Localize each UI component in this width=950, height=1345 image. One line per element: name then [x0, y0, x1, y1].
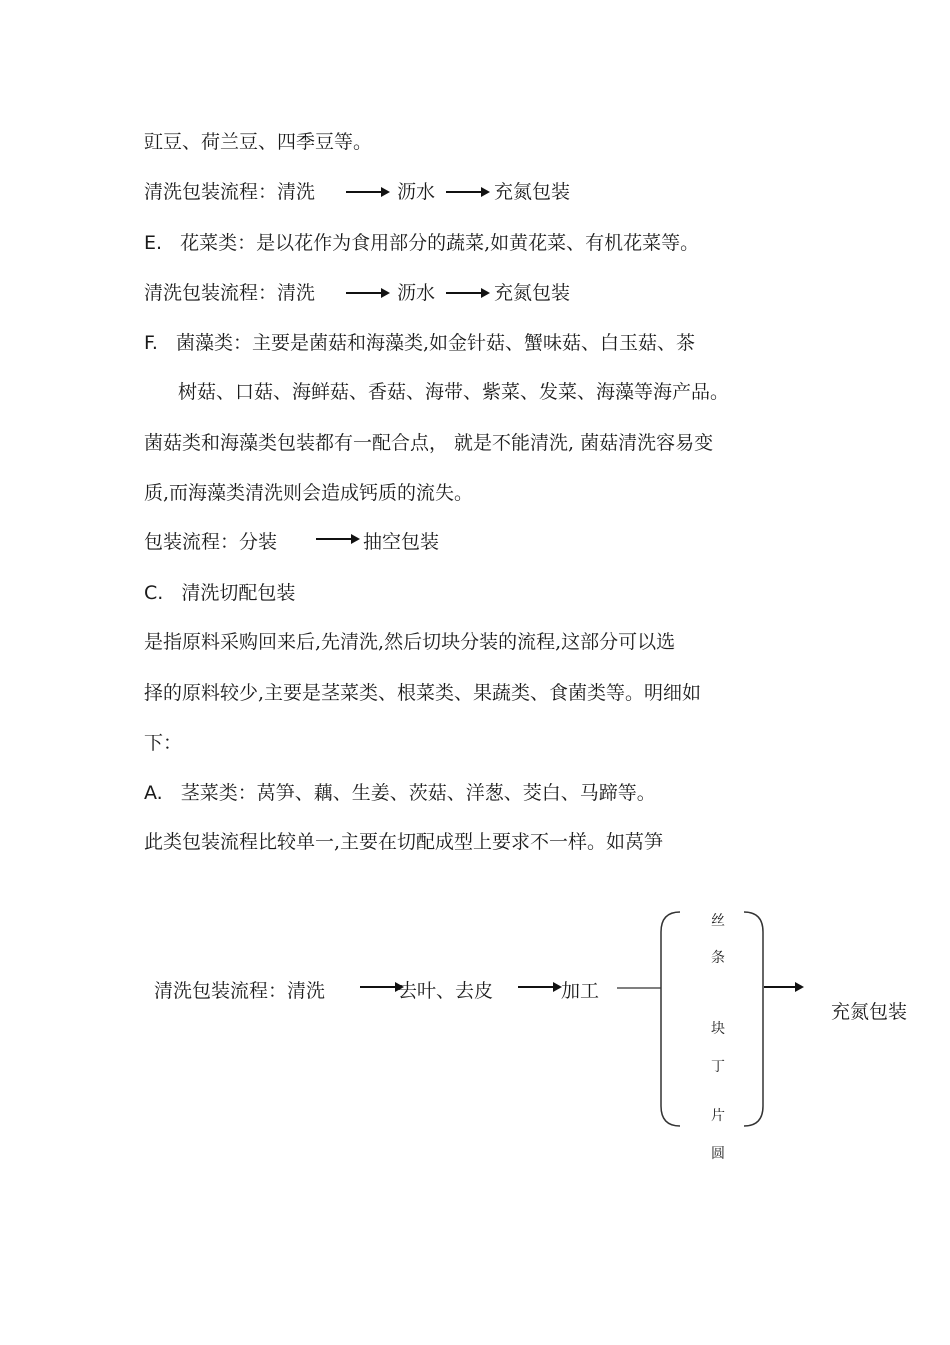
flow1-mid: 沥水	[397, 181, 436, 203]
diagram-step3: 加工	[561, 980, 600, 1002]
section-label: C.	[144, 582, 164, 604]
text-line: 是指原料采购回来后,先清洗,然后切块分装的流程,这部分可以选	[144, 631, 676, 653]
diagram-result: 充氮包装	[831, 1001, 908, 1023]
option-item: 丝	[711, 913, 725, 929]
flow1-start: 清洗包装流程：清洗	[144, 181, 316, 203]
section-label: F.	[144, 332, 158, 354]
flow2-start: 清洗包装流程：清洗	[144, 282, 316, 304]
diagram-step2: 去叶、去皮	[398, 980, 494, 1002]
flow1-end: 充氮包装	[494, 181, 571, 203]
right-brace	[744, 912, 763, 1126]
text-line: 择的原料较少,主要是茎菜类、根菜类、果蔬类、食菌类等。明细如	[144, 682, 702, 704]
flow3-end: 抽空包装	[363, 531, 440, 553]
option-item: 圆	[711, 1146, 725, 1162]
section-text: 清洗切配包装	[181, 582, 296, 604]
text-line: 菌菇类和海藻类包装都有一配合点， 就是不能清洗, 菌菇清洗容易变	[144, 432, 714, 454]
option-item: 块	[711, 1021, 725, 1037]
flow2-mid: 沥水	[397, 282, 436, 304]
text-line: 树菇、口菇、海鲜菇、香菇、海带、紫菜、发菜、海藻等海产品。	[178, 381, 730, 403]
diagram-start: 清洗包装流程：清洗	[154, 980, 326, 1002]
flow2-end: 充氮包装	[494, 282, 571, 304]
section-label: A.	[144, 782, 163, 804]
flow3-start: 包装流程：分装	[144, 531, 278, 553]
text-line: 质,而海藻类清洗则会造成钙质的流失。	[144, 482, 474, 504]
section-text: 花菜类：是以花作为食用部分的蔬菜,如黄花菜、有机花菜等。	[180, 232, 700, 254]
text-line: 下：	[144, 732, 183, 754]
section-text: 茎菜类：莴笋、藕、生姜、茨菇、洋葱、茭白、马蹄等。	[180, 782, 656, 804]
text-line: 此类包装流程比较单一,主要在切配成型上要求不一样。如莴笋	[144, 831, 664, 853]
left-brace	[661, 912, 680, 1126]
option-item: 片	[711, 1108, 725, 1124]
arrow-right-icon	[764, 986, 802, 988]
option-item: 条	[711, 950, 725, 966]
section-text: 菌藻类：主要是菌菇和海藻类,如金针菇、蟹味菇、白玉菇、茶	[175, 332, 696, 354]
option-item: 丁	[711, 1059, 725, 1075]
text-line: 豇豆、荷兰豆、四季豆等。	[144, 131, 373, 153]
section-label: E.	[144, 232, 163, 254]
